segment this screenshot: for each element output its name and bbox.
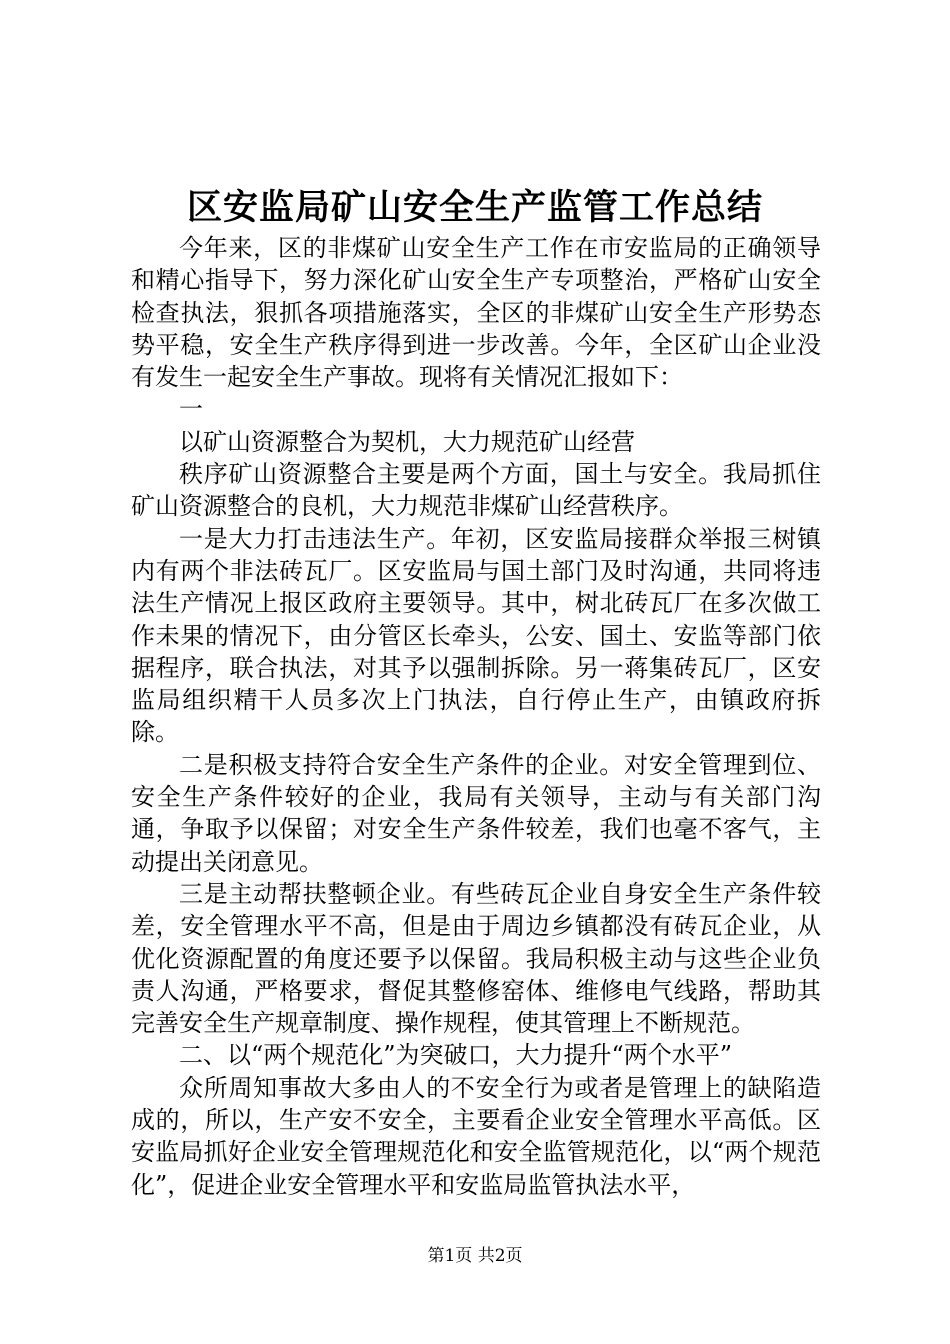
paragraph-rectification: 三是主动帮扶整顿企业。有些砖瓦企业自身安全生产条件较差，安全管理水平不高，但是由于周边乡镇都没有砖瓦企业，从优化资源配置的角度还要予以保留。我局积极主动与这些企业负责人沟通，严格要求，督促其整修窑体、维修电气线路，帮助其完善安全生产规章制度、操作规程，使其管理上不断规范。: [131, 879, 821, 1038]
section-heading-two: 二、以“两个规范化”为突破口，大力提升“两个水平”: [179, 1041, 733, 1070]
document-body: [131, 232, 821, 1201]
section-heading-one: 以矿山资源整合为契机，大力规范矿山经营: [179, 427, 635, 456]
page-footer: 第1页 共2页: [427, 1246, 523, 1266]
paragraph-support: 二是积极支持符合安全生产条件的企业。对安全管理到位、安全生产条件较好的企业，我局有关领导，主动与有关部门沟通，争取予以保留；对安全生产条件较差，我们也毫不客气，主动提出关闭意见。: [131, 750, 821, 876]
document-title: 区安监局矿山安全生产监管工作总结: [186, 187, 763, 228]
paragraph-resource-integration: 秩序矿山资源整合主要是两个方面，国土与安全。我局抓住矿山资源整合的良机，大力规范非煤矿山经营秩序。: [131, 460, 821, 521]
paragraph-standardization: 众所周知事故大多由人的不安全行为或者是管理上的缺陷造成的，所以，生产安不安全，主要看企业安全管理水平高低。区安监局抓好企业安全管理规范化和安全监管规范化，以“两个规范化”，促进企业安全管理水平和安监局监管执法水平，: [131, 1073, 821, 1199]
section-number-one: 一: [179, 395, 203, 424]
paragraph-crackdown: 一是大力打击违法生产。年初，区安监局接群众举报三树镇内有两个非法砖瓦厂。区安监局与国土部门及时沟通，共同将违法生产情况上报区政府主要领导。其中，树北砖瓦厂在多次做工作未果的情况下，由分管区长牵头，公安、国土、安监等部门依据程序，联合执法，对其予以强制拆除。另一蒋集砖瓦厂，区安监局组织精干人员多次上门执法，自行停止生产，由镇政府拆除。: [131, 524, 821, 747]
paragraph-intro: 今年来，区的非煤矿山安全生产工作在市安监局的正确领导和精心指导下，努力深化矿山安全生产专项整治，严格矿山安全检查执法，狠抓各项措施落实，全区的非煤矿山安全生产形势态势平稳，安全生产秩序得到进一步改善。今年，全区矿山企业没有发生一起安全生产事故。现将有关情况汇报如下：: [131, 234, 821, 392]
